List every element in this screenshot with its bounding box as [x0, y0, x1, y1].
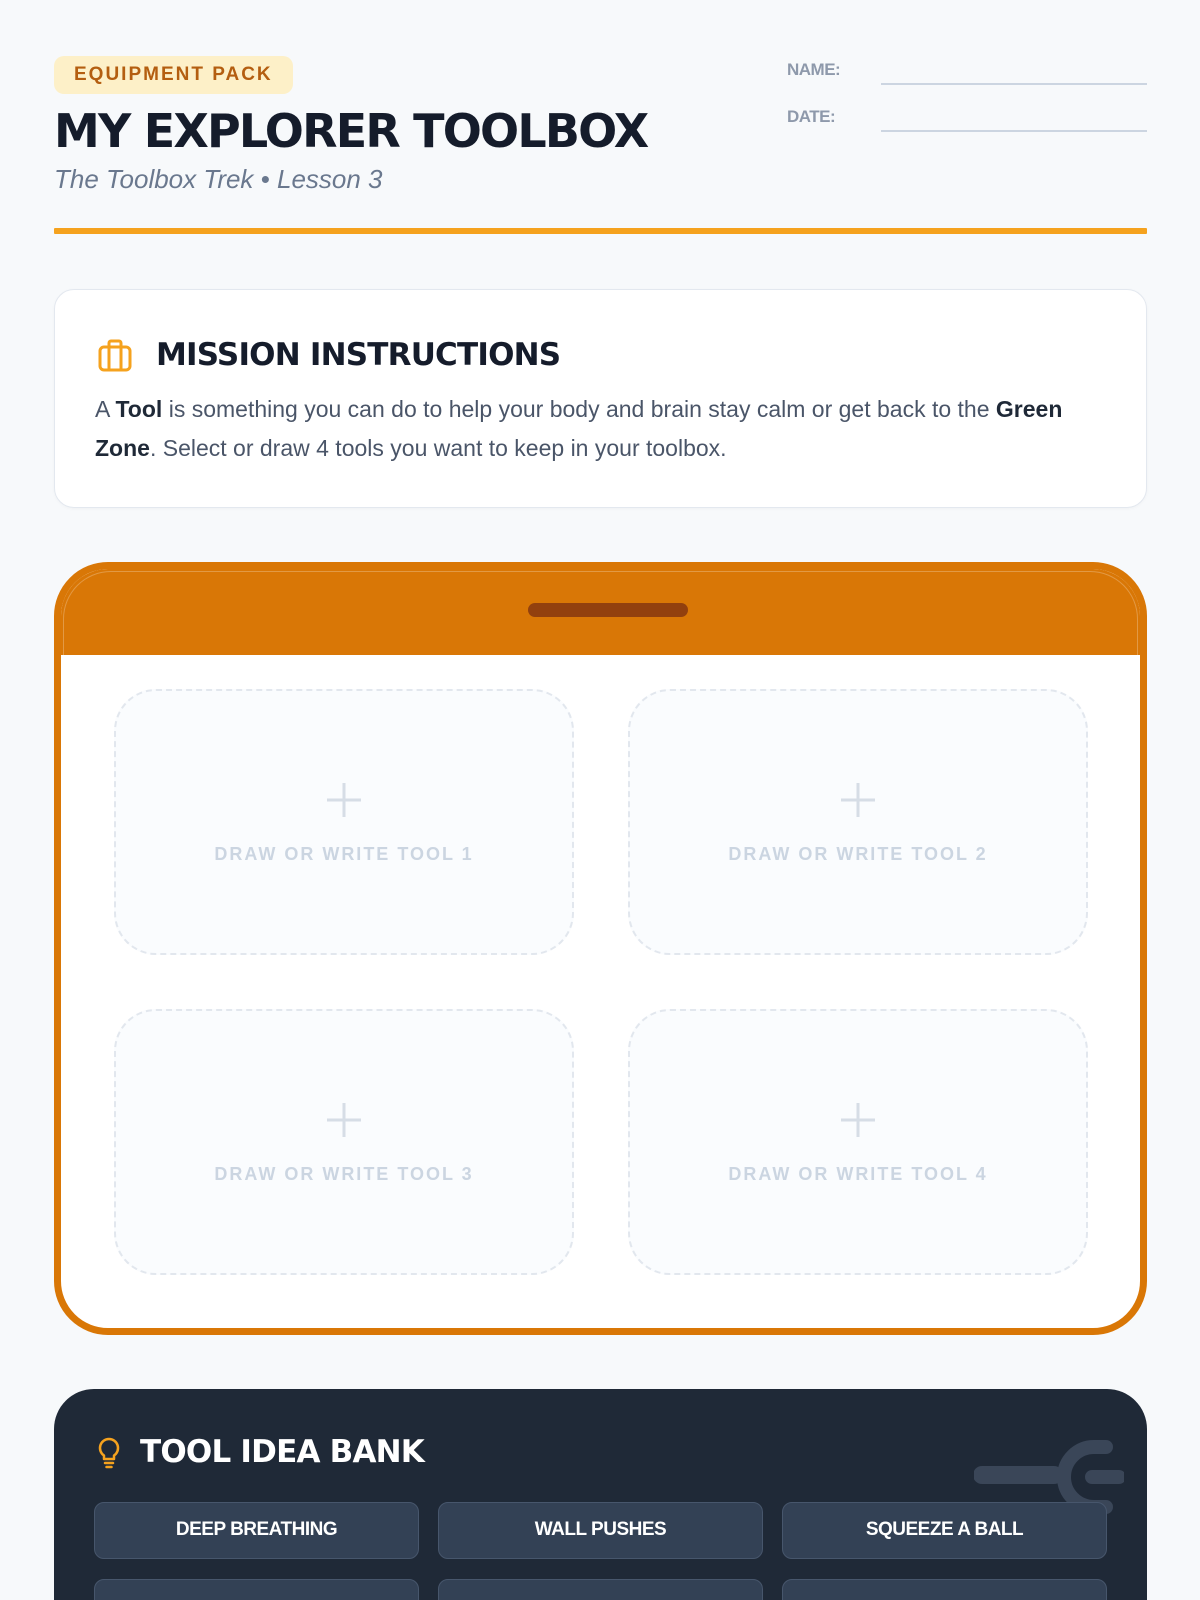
- tool-idea-chip[interactable]: [94, 1579, 419, 1600]
- mission-card: [54, 289, 1147, 508]
- tool-slot-label: DRAW OR WRITE TOOL 2: [728, 844, 988, 864]
- tool-idea-chip[interactable]: SQUEEZE A BALL: [782, 1502, 1107, 1559]
- worksheet-page: [54, 0, 1147, 1600]
- date-field[interactable]: [787, 103, 1147, 133]
- toolbox: [54, 562, 1147, 1335]
- tool-slot-label: DRAW OR WRITE TOOL 1: [214, 844, 474, 864]
- tool-idea-bank: [54, 1389, 1147, 1600]
- plus-icon: [839, 781, 877, 819]
- lightbulb-icon: [94, 1436, 124, 1470]
- toolbox-handle: [528, 603, 688, 617]
- mission-title: MISSION INSTRUCTIONS: [156, 337, 561, 373]
- header-divider: [54, 228, 1147, 234]
- tool-idea-chip[interactable]: WALL PUSHES: [438, 1502, 763, 1559]
- tool-slot-1[interactable]: [114, 689, 574, 955]
- tool-slot-2[interactable]: [628, 689, 1088, 955]
- worksheet-header: [54, 56, 1147, 236]
- tool-slot-4[interactable]: [628, 1009, 1088, 1275]
- page-title: MY EXPLORER TOOLBOX: [54, 104, 648, 158]
- name-field[interactable]: [787, 56, 1147, 86]
- date-label: DATE:: [787, 107, 836, 126]
- idea-bank-title: TOOL IDEA BANK: [140, 1434, 425, 1470]
- plus-icon: [325, 781, 363, 819]
- toolbox-lid: [61, 569, 1140, 655]
- plus-icon: [325, 1101, 363, 1139]
- date-line[interactable]: [881, 130, 1147, 132]
- name-label: NAME:: [787, 60, 841, 79]
- tool-idea-chip[interactable]: [782, 1579, 1107, 1600]
- tool-slot-label: DRAW OR WRITE TOOL 3: [214, 1164, 474, 1184]
- tool-slot-label: DRAW OR WRITE TOOL 4: [728, 1164, 988, 1184]
- tool-slot-3[interactable]: [114, 1009, 574, 1275]
- tool-idea-chip[interactable]: DEEP BREATHING: [94, 1502, 419, 1559]
- page-subtitle: The Toolbox Trek • Lesson 3: [54, 164, 383, 194]
- pack-badge: EQUIPMENT PACK: [54, 56, 293, 94]
- plus-icon: [839, 1101, 877, 1139]
- briefcase-icon: [97, 337, 133, 373]
- name-line[interactable]: [881, 83, 1147, 85]
- tool-idea-chip[interactable]: [438, 1579, 763, 1600]
- mission-instructions: A Tool is something you can do to help your body and brain stay calm or get back to the Green Zone. Select or draw 4 tools you want to keep in your toolbox.: [95, 396, 1063, 461]
